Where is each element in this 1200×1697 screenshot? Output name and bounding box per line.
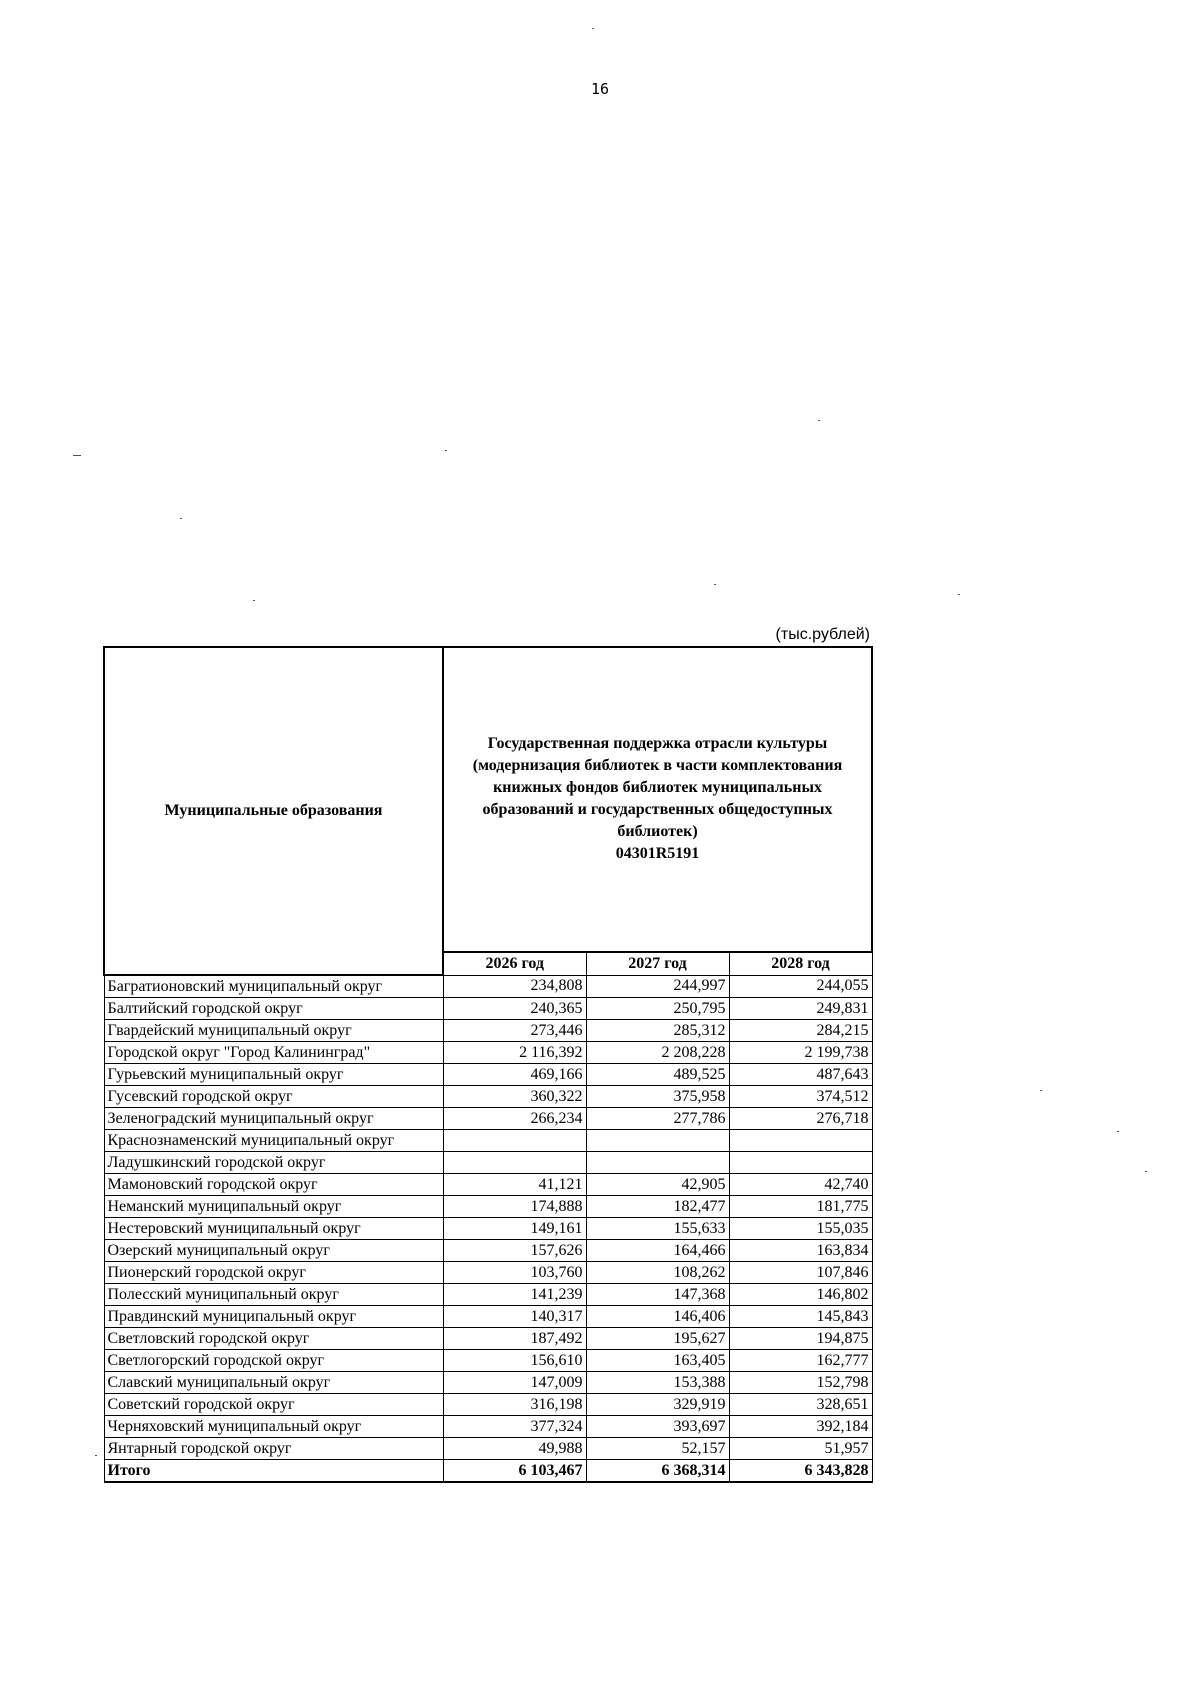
amount-cell: 51,957 [729,1438,872,1460]
amount-cell: 285,312 [586,1020,729,1042]
amount-cell: 360,322 [443,1086,586,1108]
amount-cell: 145,843 [729,1306,872,1328]
units-label: (тыс.рублей) [775,626,870,643]
amount-cell: 249,831 [729,998,872,1020]
table-row [104,1020,872,1042]
amount-cell [586,1152,729,1174]
municipality-name: Краснознаменский муниципальный округ [104,1130,443,1152]
table-row [104,1438,872,1460]
municipality-name: Городской округ "Город Калининград" [104,1042,443,1064]
table-row [104,1394,872,1416]
amount-cell: 195,627 [586,1328,729,1350]
table-row [104,1196,872,1218]
amount-cell [729,1130,872,1152]
amount-cell: 153,388 [586,1372,729,1394]
amount-cell: 375,958 [586,1086,729,1108]
category-title: Государственная поддержка отрасли культуры (модернизация библиотек в части комплектования книжных фондов библиотек муниципальных образований и государственных общедоступных библиотек) [472,735,843,841]
amount-cell: 316,198 [443,1394,586,1416]
scan-speck [818,420,820,421]
amount-cell: 41,121 [443,1174,586,1196]
amount-cell: 155,035 [729,1218,872,1240]
amount-cell: 149,161 [443,1218,586,1240]
amount-cell: 146,406 [586,1306,729,1328]
scan-speck [73,455,81,456]
table-row [104,1218,872,1240]
amount-cell: 152,798 [729,1372,872,1394]
scan-speck [253,600,255,601]
amount-cell: 2 199,738 [729,1042,872,1064]
amount-cell: 49,988 [443,1438,586,1460]
amount-cell: 157,626 [443,1240,586,1262]
table-body [104,975,872,1482]
year-header-2026: 2026 год [443,952,586,976]
amount-cell [443,1152,586,1174]
municipality-name: Гвардейский муниципальный округ [104,1020,443,1042]
amount-cell: 277,786 [586,1108,729,1130]
scan-speck [95,1455,97,1456]
municipality-name: Гурьевский муниципальный округ [104,1064,443,1086]
municipality-column-header: Муниципальные образования [104,647,443,975]
table-row [104,1130,872,1152]
municipality-name: Гусевский городской округ [104,1086,443,1108]
municipality-name: Полесский муниципальный округ [104,1284,443,1306]
amount-cell: 107,846 [729,1262,872,1284]
amount-cell: 156,610 [443,1350,586,1372]
amount-cell: 374,512 [729,1086,872,1108]
amount-cell: 276,718 [729,1108,872,1130]
page-number: 16 [590,80,610,98]
amount-cell: 147,368 [586,1284,729,1306]
amount-cell: 182,477 [586,1196,729,1218]
amount-cell: 240,365 [443,998,586,1020]
table-row [104,1262,872,1284]
amount-cell: 469,166 [443,1064,586,1086]
amount-cell: 489,525 [586,1064,729,1086]
municipality-name: Черняховский муниципальный округ [104,1416,443,1438]
amount-cell [729,1152,872,1174]
amount-cell: 244,055 [729,975,872,998]
amount-cell: 328,651 [729,1394,872,1416]
scan-speck [1145,1171,1147,1172]
table-row [104,1086,872,1108]
municipality-name: Пионерский городской округ [104,1262,443,1284]
municipality-name: Советский городской округ [104,1394,443,1416]
amount-cell: 155,633 [586,1218,729,1240]
municipality-name: Мамоновский городской округ [104,1174,443,1196]
municipality-name: Светловский городской округ [104,1328,443,1350]
category-column-header [443,647,872,952]
amount-cell: 284,215 [729,1020,872,1042]
amount-cell: 42,905 [586,1174,729,1196]
municipality-name: Зеленоградский муниципальный округ [104,1108,443,1130]
municipality-name: Янтарный городской округ [104,1438,443,1460]
table-row [104,1240,872,1262]
category-code: 04301R5191 [615,845,700,863]
scan-speck [958,594,960,595]
amount-cell: 2 116,392 [443,1042,586,1064]
amount-cell [443,1130,586,1152]
table-row [104,1108,872,1130]
total-label: Итого [104,1460,443,1483]
amount-cell: 392,184 [729,1416,872,1438]
table-row [104,1328,872,1350]
table-row [104,1284,872,1306]
amount-cell: 52,157 [586,1438,729,1460]
amount-cell: 147,009 [443,1372,586,1394]
year-header-2028: 2028 год [729,952,872,976]
municipality-name: Озерский муниципальный округ [104,1240,443,1262]
amount-cell: 266,234 [443,1108,586,1130]
table-row [104,1064,872,1086]
municipality-name: Ладушкинский городской округ [104,1152,443,1174]
table-row [104,975,872,998]
amount-cell: 329,919 [586,1394,729,1416]
amount-cell: 163,834 [729,1240,872,1262]
amount-cell: 234,808 [443,975,586,998]
scan-speck [1117,1131,1119,1132]
amount-cell: 162,777 [729,1350,872,1372]
amount-cell: 273,446 [443,1020,586,1042]
table-row [104,1174,872,1196]
table-row [104,1152,872,1174]
municipality-name: Балтийский городской округ [104,998,443,1020]
amount-cell: 487,643 [729,1064,872,1086]
amount-cell: 250,795 [586,998,729,1020]
scan-speck [1040,1090,1042,1091]
table-row [104,1306,872,1328]
amount-cell: 140,317 [443,1306,586,1328]
amount-cell: 163,405 [586,1350,729,1372]
amount-cell: 141,239 [443,1284,586,1306]
table-row [104,998,872,1020]
scan-speck [180,518,182,519]
budget-table [103,646,873,1483]
total-row [104,1460,872,1483]
table-row [104,1416,872,1438]
total-amount-cell: 6 343,828 [729,1460,872,1483]
amount-cell: 187,492 [443,1328,586,1350]
municipality-name: Нестеровский муниципальный округ [104,1218,443,1240]
amount-cell: 194,875 [729,1328,872,1350]
amount-cell: 103,760 [443,1262,586,1284]
total-amount-cell: 6 103,467 [443,1460,586,1483]
amount-cell [586,1130,729,1152]
scan-speck [445,450,447,451]
municipality-name: Правдинский муниципальный округ [104,1306,443,1328]
table-row [104,1372,872,1394]
amount-cell: 393,697 [586,1416,729,1438]
amount-cell: 108,262 [586,1262,729,1284]
amount-cell: 42,740 [729,1174,872,1196]
amount-cell: 244,997 [586,975,729,998]
scan-speck [714,584,716,585]
municipality-name: Светлогорский городской округ [104,1350,443,1372]
municipality-name: Славский муниципальный округ [104,1372,443,1394]
amount-cell: 2 208,228 [586,1042,729,1064]
amount-cell: 164,466 [586,1240,729,1262]
amount-cell: 377,324 [443,1416,586,1438]
table-row [104,1350,872,1372]
municipality-name: Багратионовский муниципальный округ [104,975,443,998]
amount-cell: 146,802 [729,1284,872,1306]
total-amount-cell: 6 368,314 [586,1460,729,1483]
municipality-name: Неманский муниципальный округ [104,1196,443,1218]
amount-cell: 174,888 [443,1196,586,1218]
scan-speck [592,28,594,29]
amount-cell: 181,775 [729,1196,872,1218]
table-row [104,1042,872,1064]
year-header-2027: 2027 год [586,952,729,976]
